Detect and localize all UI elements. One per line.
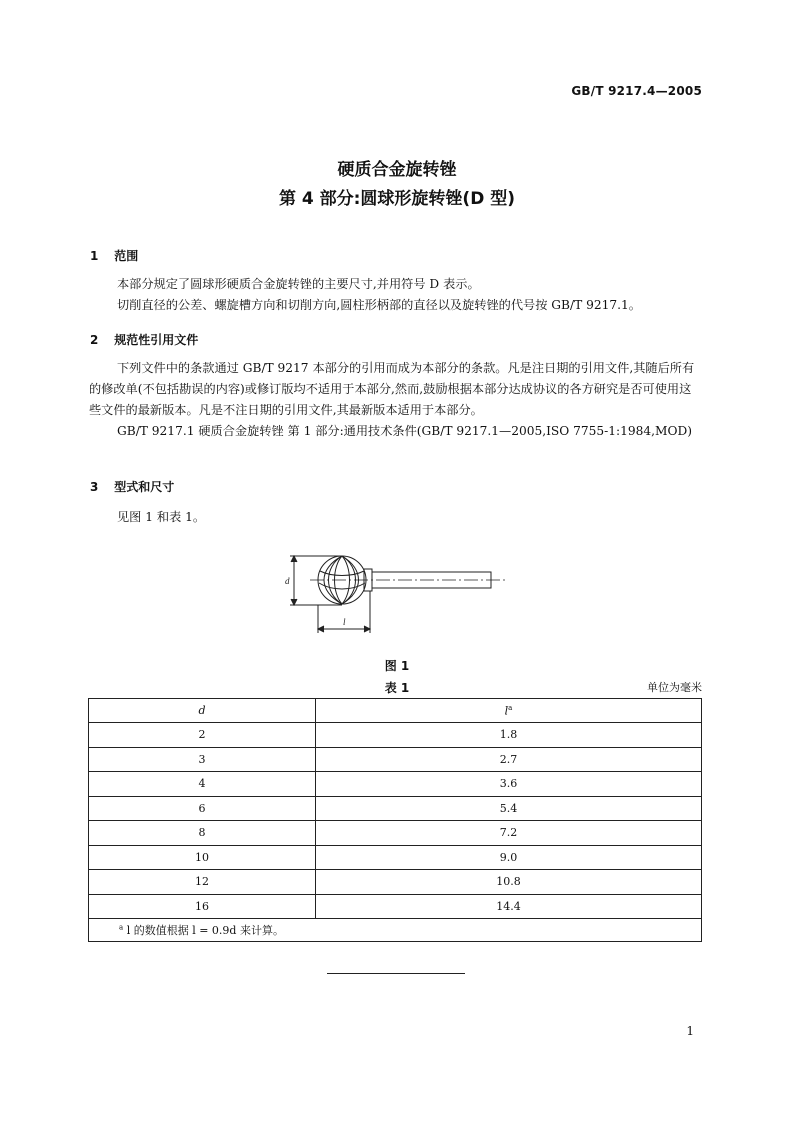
section-number: 3 [90,480,99,494]
dimension-table [88,698,702,942]
section-1-heading [90,247,138,264]
paragraph: 见图 1 和表 1。 [117,510,206,524]
section-title: 范围 [114,249,139,263]
cell-l: 14.4 [316,894,702,919]
cell-d: 4 [89,772,316,797]
table-row [89,723,702,748]
cell-l: 5.4 [316,796,702,821]
cell-d: 2 [89,723,316,748]
dim-l-label: l [343,617,346,627]
section-title: 规范性引用文件 [114,333,199,347]
table-row [89,821,702,846]
section-number: 2 [90,333,99,347]
cell-d: 6 [89,796,316,821]
cell-l: 3.6 [316,772,702,797]
paragraph: 切削直径的公差、螺旋槽方向和切削方向,圆柱形柄部的直径以及旋转锉的代号按 GB/T 9217.1。 [117,298,641,312]
doc-title-line2: 第 4 部分:圆球形旋转锉(D 型) [278,189,516,209]
cell-d: 10 [89,845,316,870]
table-caption: 表 1 [384,681,410,695]
cell-l: 1.8 [316,723,702,748]
table-unit: 单位为毫米 [647,681,702,694]
section-number: 1 [90,249,99,263]
cell-l: 7.2 [316,821,702,846]
dim-d-label: d [285,576,290,586]
page-number: 1 [686,1024,694,1038]
footnote-text: l 的数值根据 l = 0.9d 来计算。 [126,924,284,937]
cell-l: 2.7 [316,747,702,772]
table-row [89,796,702,821]
table-row [89,845,702,870]
cell-d: 3 [89,747,316,772]
footnote-marker: a [508,703,513,712]
column-header-d: d [89,699,316,723]
table-footnote [89,919,702,942]
section-2-heading [90,331,198,348]
table-header-row [89,699,702,723]
column-header-l-text: l [504,704,509,718]
section-3-heading [90,478,174,495]
standard-code: GB/T 9217.4—2005 [571,84,702,98]
reference-entry: GB/T 9217.1 硬质合金旋转锉 第 1 部分:通用技术条件(GB/T 9217.1—2005,ISO 7755-1:1984,MOD) [117,424,692,438]
table-row [89,894,702,919]
table-row [89,870,702,895]
paragraph: 下列文件中的条款通过 GB/T 9217 本部分的引用而成为本部分的条款。凡是注日期的引用文件,其随后所有的修改单(不包括勘误的内容)或修订版均不适用于本部分,然而,鼓励根据本部分达成协议的各方研究是否可使用这些文件的最新版本。凡是不注日期的引用文件,其最新版本适用于本部分。 [89,361,695,417]
end-rule [327,973,465,974]
cell-l: 10.8 [316,870,702,895]
doc-title-line1: 硬质合金旋转锉 [337,160,457,180]
column-header-l [316,699,702,723]
table-footnote-row [89,919,702,942]
cell-d: 16 [89,894,316,919]
ball-burr-drawing [280,547,520,637]
table-row [89,772,702,797]
table-row [89,747,702,772]
cell-d: 12 [89,870,316,895]
section-title: 型式和尺寸 [114,480,175,494]
paragraph: 本部分规定了圆球形硬质合金旋转锉的主要尺寸,并用符号 D 表示。 [117,277,480,291]
cell-l: 9.0 [316,845,702,870]
cell-d: 8 [89,821,316,846]
footnote-marker: a [119,923,124,932]
figure-caption: 图 1 [384,659,410,673]
